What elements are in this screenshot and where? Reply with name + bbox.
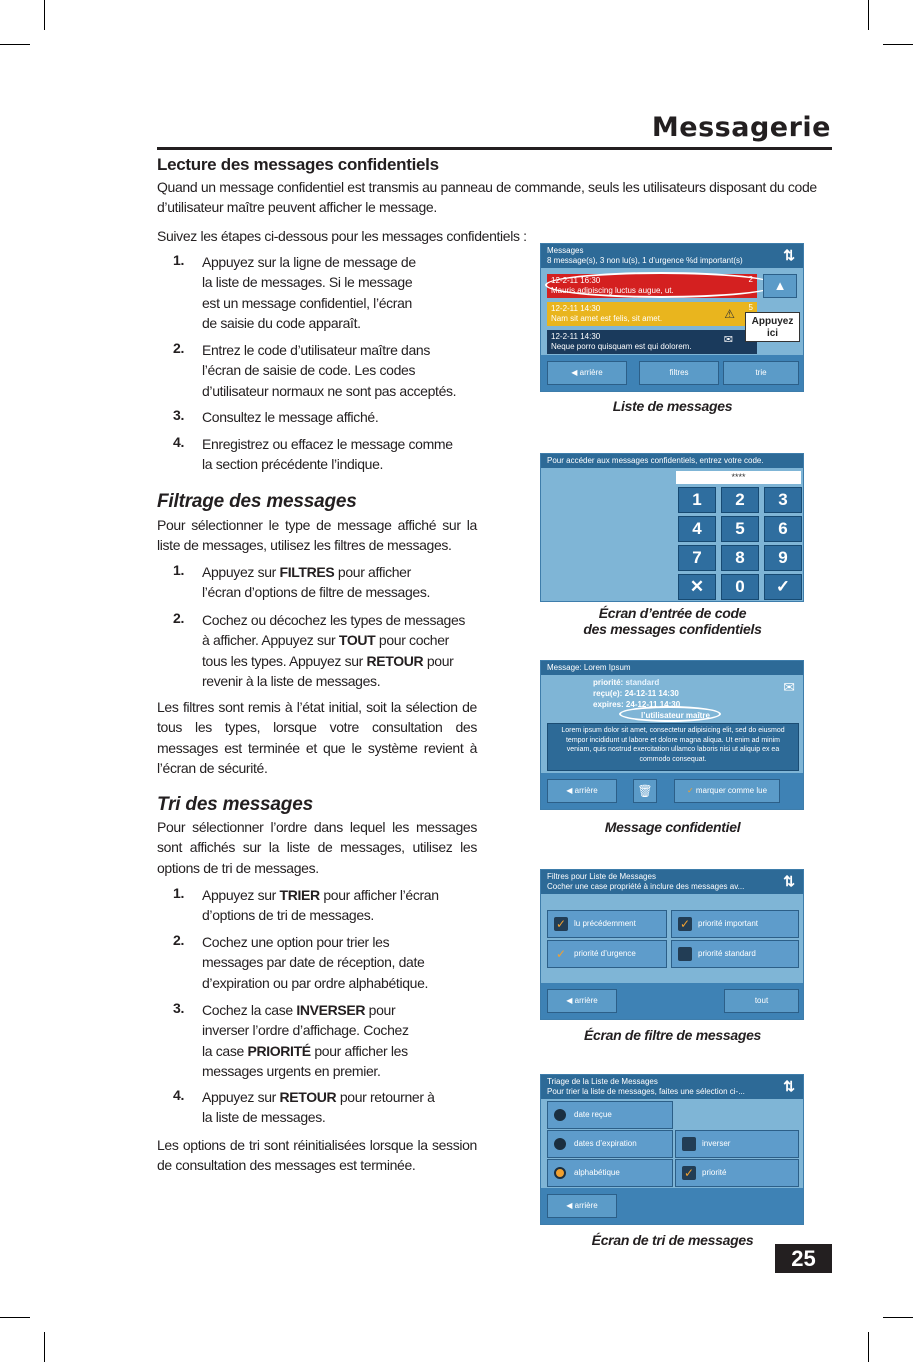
caption: Liste de messages [612,398,733,414]
keyword: FILTRES [279,564,335,580]
sort-option[interactable] [675,1159,799,1187]
meta-value: 24-12-11 14:30 [624,689,679,698]
keypad-key[interactable]: 5 [721,516,759,542]
section3-outro: Les options de tri sont réinitialisées lorsque la session de consultation des messages est terminée. [157,1137,477,1174]
header-rule [157,147,832,150]
step-text: Appuyez sur [202,1089,280,1105]
step-text: Consultez le message affiché. [202,409,379,425]
message-body: Lorem ipsum dolor sit amet, consectetur adipisicing elit, sed do eiusmod tempor incididunt ut labore et dolore magna aliqua. Ut enim ad minim veniam, quis nostrud exercitation ullamco laboris nisi ut aliquip ex ea commodo consequat. [547,723,799,771]
message-row[interactable] [547,302,757,326]
screen-title-bar [541,870,803,894]
message-date: 12-2-11 14:30 [551,304,601,313]
sort-filter-icon: ⇅ [783,247,795,263]
keyword: RETOUR [279,1089,337,1105]
section2-outro: Les filtres sont remis à l’état initial, soit la sélection de tous les types, lorsque votre consultation des messages est terminée et que le système revient à l’écran de sécurité. [157,699,477,777]
section-heading-filtering: Filtrage des messages [157,491,357,512]
screen-subtitle: 8 message(s), 3 non lu(s), 1 d’urgence %d important(s) [547,256,743,265]
option-label: priorité important [698,919,759,928]
back-button[interactable] [547,1194,617,1218]
meta-label: expires: [593,700,624,709]
keypad-key[interactable]: 7 [678,545,716,571]
trash-button[interactable] [633,779,657,803]
confidential-message-screenshot [540,660,804,810]
message-text: Nam sit amet est felis, sit amet. [551,314,663,323]
filter-option[interactable] [547,940,667,968]
caption: Écran de tri de messages [591,1232,754,1248]
option-label: alphabétique [574,1168,620,1177]
step-text: Cochez une option pour trier les messages par date de réception, date d’expiration ou par ordre alphabétique. [202,934,429,991]
screen-subtitle: Pour trier la liste de messages, faites une sélection ci-... [547,1087,745,1096]
keyword: TOUT [338,632,376,649]
back-button-label: arrière [579,368,603,377]
sort-option[interactable] [675,1130,799,1158]
option-label: date reçue [574,1110,612,1119]
step-text: Cochez ou décochez les types de messages à afficher. Appuyez sur [202,612,466,649]
highlight-ellipse [545,272,777,298]
keypad-key[interactable]: 3 [764,487,802,513]
keypad-key[interactable]: 8 [721,545,759,571]
trash-icon: 🗑 [637,784,653,798]
keypad-key[interactable]: ✕ [678,574,716,600]
step-text: pour afficher l’écran d’options de filtre de messages. [202,564,431,601]
meta-value: 24-12-11 14:30 [625,700,681,709]
check-icon: ✓ [686,786,696,795]
step-number: 1. [173,562,185,578]
filter-screen-screenshot [540,869,804,1020]
back-arrow-icon: ◀ [571,368,580,377]
crop-mark [868,1332,869,1362]
user-label: l’utilisateur maître [641,711,710,720]
button-bar [541,1188,803,1224]
checkbox-checked-icon: ✓ [679,917,691,931]
option-label: dates d’expiration [574,1139,637,1148]
section3-intro: Pour sélectionner l’ordre dans lequel les messages sont affichés sur la liste de messages, utilisez les options de tri de messages. [157,819,477,876]
option-label: priorité standard [698,949,756,958]
step-number: 4. [173,434,185,450]
sort-option[interactable] [547,1130,673,1158]
keyword: PRIORITÉ [247,1042,311,1059]
screen-title-bar [541,244,803,268]
sort-option[interactable] [547,1159,673,1187]
filter-option[interactable] [671,940,799,968]
screen-title: Triage de la Liste de Messages [547,1077,658,1086]
step-number: 3. [173,407,185,423]
step-text: Entrez le code d’utilisateur maître dans l’écran de saisie de code. Les codes d’utilisateur normaux ne sont pas acceptés. [202,342,457,399]
back-button[interactable] [547,779,617,803]
sort-screen-screenshot [540,1074,804,1225]
screen-subtitle: Cocher une case propriété à inclure des messages av... [547,882,745,891]
crop-mark [0,1317,30,1318]
warning-icon: ⚠ [724,307,735,321]
caption-line: des messages confidentiels [583,621,762,637]
option-label: inverser [702,1139,731,1148]
button-bar [541,773,803,809]
message-count: 2 [748,275,753,284]
back-button-label: arrière [574,996,598,1005]
keyword: INVERSER [296,1002,366,1018]
radio-icon [554,1138,566,1150]
checkbox-checked-icon: ✓ [683,1166,695,1180]
sort-filter-icon: ⇅ [783,1078,795,1094]
checkbox-checked-icon: ✓ [555,947,567,961]
envelope-icon: ✉ [723,334,733,346]
sort-option[interactable] [547,1101,673,1129]
step-number: 2. [173,610,185,626]
step-number: 3. [173,1000,185,1016]
screen-title: Messages [547,246,584,255]
step-text: pour retourner à la liste de messages. [202,1089,435,1126]
mark-read-label: marquer comme lue [695,786,768,795]
sort-button[interactable]: trie [723,361,799,385]
radio-selected-icon [554,1167,566,1179]
checkbox-empty-icon [678,947,692,961]
back-arrow-icon: ◀ [566,996,575,1005]
keypad-key[interactable]: 6 [764,516,802,542]
checkbox-empty-icon [682,1137,696,1151]
step-text: Appuyez sur la ligne de message de la liste de messages. Si le message est un message confidentiel, l’écran de saisie du code apparaît. [202,254,416,332]
message-date: 12-2-11 16:30 [551,276,601,285]
back-arrow-icon: ◀ [566,1201,575,1210]
sort-filter-icon: ⇅ [783,873,795,889]
message-date: 12-2-11 14:30 [551,332,601,341]
caption-line: Écran d’entrée de code [598,605,747,621]
keypad-key[interactable]: 9 [764,545,802,571]
checkbox-checked-icon: ✓ [555,917,567,931]
message-list-screenshot [540,243,804,392]
back-button-label: arrière [574,1201,598,1210]
message-text: Mauris adipiscing luctus augue, ut. [551,286,674,295]
crop-mark [0,44,30,45]
step-text: Cochez la case [202,1002,297,1018]
crop-mark [883,44,913,45]
screen-title: Pour accéder aux messages confidentiels, entrez votre code. [541,454,803,468]
caption [560,605,785,637]
screen-title-bar [541,1075,803,1099]
back-arrow-icon: ◀ [566,786,575,795]
section1-lead: Suivez les étapes ci-dessous pour les messages confidentiels : [157,228,527,244]
back-button[interactable] [547,989,617,1013]
option-label: priorité [702,1168,727,1177]
caption: Message confidentiel [604,819,741,835]
keyword: TRIER [279,887,320,903]
keypad-key[interactable]: 0 [721,574,759,600]
message-count: 5 [748,303,753,312]
step-text: Appuyez sur [202,564,280,580]
step-number: 4. [173,1087,185,1103]
step-number: 2. [173,932,185,948]
keyword: RETOUR [366,652,424,669]
callout-label: Appuyez ici [745,312,800,342]
meta-label: priorité: [593,678,624,687]
caption: Écran de filtre de messages [583,1027,762,1043]
code-entry-screenshot [540,453,804,602]
mark-read-button[interactable] [674,779,780,803]
screen-title: Filtres pour Liste de Messages [547,872,656,881]
page-header-title: Messagerie [651,112,831,143]
filters-button[interactable]: filtres [639,361,719,385]
step-number: 2. [173,340,185,356]
button-bar [541,983,803,1019]
filter-option[interactable] [547,910,667,938]
page-number: 25 [775,1244,832,1273]
step-text: pour afficher l’écran d’options de tri de messages. [202,887,439,924]
back-button[interactable] [547,361,627,385]
all-button[interactable]: tout [724,989,799,1013]
option-label: lu précédemment [574,919,636,928]
crop-mark [44,0,45,30]
section2-intro: Pour sélectionner le type de message affiché sur la liste de messages, utilisez les filtres de messages. [157,517,477,554]
section-heading-sorting: Tri des messages [157,794,313,815]
crop-mark [44,1332,45,1362]
meta-value: standard [625,678,660,687]
envelope-icon: ✉ [783,679,795,695]
radio-icon [554,1109,566,1121]
step-text: pour afficher les messages urgents en premier. [202,1042,408,1080]
meta-label: reçu(e): [593,689,623,698]
step-text: Enregistrez ou effacez le message comme la section précédente l’indique. [202,436,453,473]
button-bar [541,355,803,391]
section1-intro: Quand un message confidentiel est transmis au panneau de commande, seuls les utilisateurs disposant du code d’utilisateur maître peuvent afficher le message. [157,179,817,216]
step-number: 1. [173,885,185,901]
back-button-label: arrière [574,786,598,795]
filter-option[interactable] [671,910,799,938]
scroll-up-button[interactable]: ▲ [763,274,797,298]
section-heading-confidential: Lecture des messages confidentiels [157,155,439,174]
keypad-key[interactable]: ✓ [764,574,802,600]
message-row[interactable] [547,330,757,354]
keypad-key[interactable]: 4 [678,516,716,542]
screen-title: Message: Lorem Ipsum [541,661,803,675]
code-input[interactable]: **** [676,471,801,484]
keypad-key[interactable]: 2 [721,487,759,513]
highlight-ellipse [619,706,721,722]
step-number: 1. [173,252,185,268]
crop-mark [883,1317,913,1318]
keypad-key[interactable]: 1 [678,487,716,513]
option-label: priorité d’urgence [574,949,636,958]
step-text: pour inverser l’ordre d’affichage. Cochez la case [202,1002,409,1059]
step-text: Appuyez sur [202,887,280,903]
message-text: Neque porro quisquam est qui dolorem. [551,342,692,351]
step-text: pour revenir à la liste de messages. [202,652,454,690]
crop-mark [868,0,869,30]
step-text: pour cocher tous les types. Appuyez sur [202,632,449,669]
